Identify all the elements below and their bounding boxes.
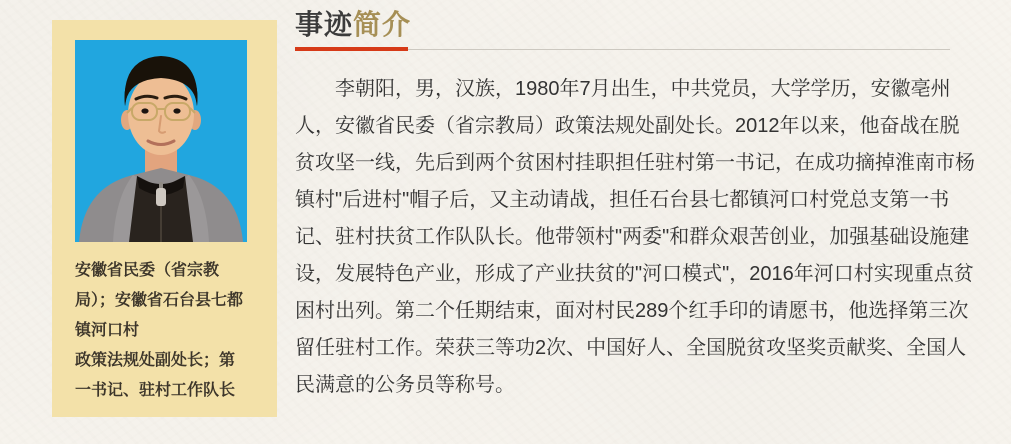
- heading-rule: [295, 47, 950, 51]
- profile-card: [52, 20, 277, 417]
- profile-caption: [75, 256, 243, 406]
- heading-rule-accent: [295, 47, 408, 51]
- portrait-photo: [75, 40, 247, 242]
- content-section: [295, 8, 977, 404]
- section-title-part2: 简介: [353, 9, 412, 40]
- heading-rule-line: [408, 49, 950, 50]
- profile-caption-line2: 政策法规处副处长；第一书记、驻村工作队长: [75, 352, 236, 399]
- biography-paragraph: 李朝阳，男，汉族，1980年7月出生，中共党员，大学学历，安徽亳州人，安徽省民委（省宗教局）政策法规处副处长。2012年以来，他奋战在脱贫攻坚一线，先后到两个贫困村挂职担任驻村第一书记，在成功摘掉淮南市杨镇村"后进村"帽子后，又主动请战，担任石台县七都镇河口村党总支第一书记、驻村扶贫工作队队长。他带领村"两委"和群众艰苦创业，加强基础设施建设，发展特色产业，形成了产业扶贫的"河口模式"，2016年河口村实现重点贫困村出列。第二个任期结束，面对村民289个红手印的请愿书，他选择第三次留任驻村工作。荣获三等功2次、中国好人、全国脱贫攻坚奖贡献奖、全国人民满意的公务员等称号。: [295, 78, 975, 396]
- portrait-illustration: [75, 40, 247, 242]
- section-title-part1: 事迹: [295, 9, 354, 40]
- profile-caption-line1: 安徽省民委（省宗教局）；安徽省石台县七都镇河口村: [75, 262, 244, 339]
- section-title: [295, 8, 977, 42]
